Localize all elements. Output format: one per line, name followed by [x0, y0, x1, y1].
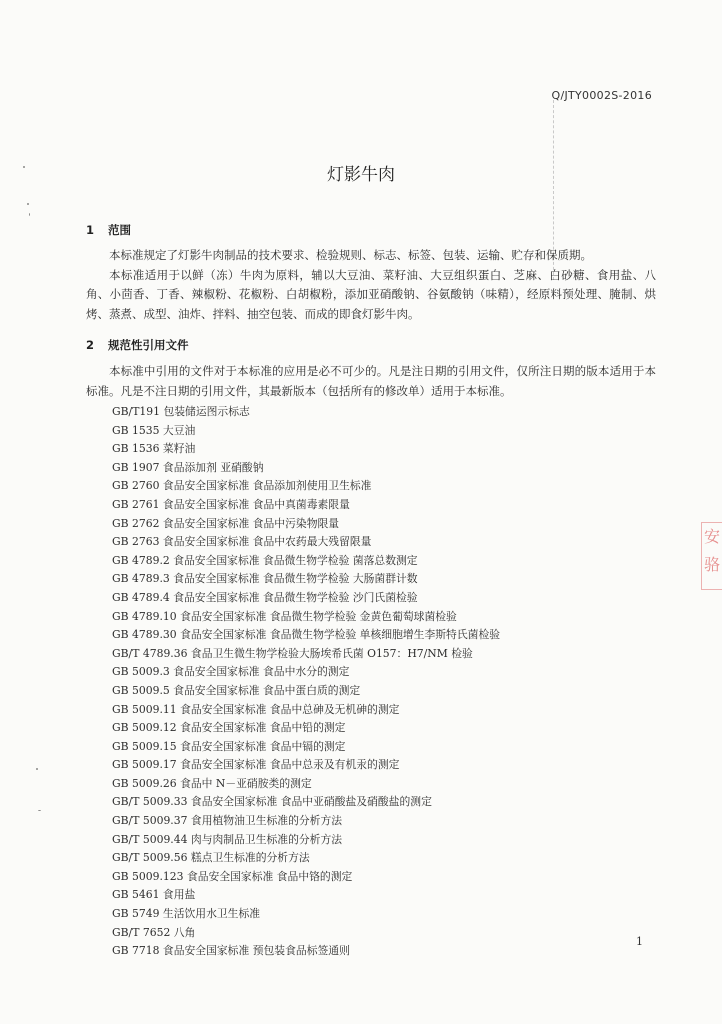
page-number: 1	[636, 935, 643, 948]
reference-item: GB 4789.3 食品安全国家标准 食品微生物学检验 大肠菌群计数	[112, 572, 418, 586]
scan-speck	[36, 768, 38, 770]
reference-item: GB 4789.2 食品安全国家标准 食品微生物学检验 菌落总数测定	[112, 553, 418, 567]
reference-item: GB 1535 大豆油	[112, 423, 196, 437]
reference-item: GB 4789.30 食品安全国家标准 食品微生物学检验 单核细胞增生李斯特氏菌检验	[112, 628, 501, 642]
reference-item: GB 5009.3 食品安全国家标准 食品中水分的测定	[112, 665, 350, 679]
section-title: 范围	[108, 223, 132, 237]
scan-speck	[27, 203, 29, 205]
reference-item: GB 2760 食品安全国家标准 食品添加剂使用卫生标准	[112, 479, 372, 493]
scan-speck	[29, 213, 30, 216]
reference-item: GB/T 5009.33 食品安全国家标准 食品中亚硝酸盐及硝酸盐的测定	[112, 795, 432, 809]
section-1-body	[86, 246, 656, 324]
reference-item: GB 2763 食品安全国家标准 食品中农药最大残留限量	[112, 535, 372, 549]
section-2-heading	[86, 337, 189, 353]
section-title: 规范性引用文件	[108, 338, 189, 352]
reference-item: GB/T 4789.36 食品卫生微生物学检验大肠埃希氏菌 O157：H7/NM 检验	[112, 646, 473, 660]
reference-item: GB/T 7652 八角	[112, 925, 196, 939]
paragraph: 本标准适用于以鲜（冻）牛肉为原料，辅以大豆油、菜籽油、大豆组织蛋白、芝麻、白砂糖、食用盐、八角、小茴香、丁香、辣椒粉、花椒粉、白胡椒粉，添加亚硝酸钠、谷氨酸钠（味精），经原料预处理、腌制、烘烤、蒸煮、成型、油炸、拌料、抽空包装、而成的即食灯影牛肉。	[86, 267, 656, 321]
reference-item: GB 5749 生活饮用水卫生标准	[112, 907, 261, 921]
reference-item: GB/T191 包装储运图示标志	[112, 405, 250, 418]
reference-item: GB 5009.26 食品中 N－亚硝胺类的测定	[112, 776, 312, 790]
reference-item: GB/T 5009.37 食用植物油卫生标准的分析方法	[112, 814, 343, 828]
reference-item: GB 5009.11 食品安全国家标准 食品中总砷及无机砷的测定	[112, 702, 400, 716]
section-1-heading	[86, 222, 131, 238]
seal-stamp-fragment: 安 骆	[701, 522, 722, 590]
reference-item: GB 5009.123 食品安全国家标准 食品中铬的测定	[112, 869, 353, 883]
paragraph: 本标准中引用的文件对于本标准的应用是必不可少的。凡是注日期的引用文件，仅所注日期的版本适用于本标准。凡是不注日期的引用文件，其最新版本（包括所有的修改单）适用于本标准。	[86, 364, 656, 398]
reference-item: GB/T 5009.44 肉与肉制品卫生标准的分析方法	[112, 832, 343, 846]
reference-item: GB 1536 菜籽油	[112, 442, 196, 456]
document-code: Q/JTY0002S-2016	[551, 89, 652, 102]
reference-item: GB 5009.12 食品安全国家标准 食品中铅的测定	[112, 721, 346, 735]
reference-item: GB 2761 食品安全国家标准 食品中真菌毒素限量	[112, 497, 350, 511]
section-number: 2	[86, 338, 95, 352]
reference-item: GB 4789.10 食品安全国家标准 食品微生物学检验 金黄色葡萄球菌检验	[112, 609, 457, 623]
paragraph: 本标准规定了灯影牛肉制品的技术要求、检验规则、标志、标签、包装、运输、贮存和保质期。	[109, 248, 592, 262]
scan-speck	[38, 810, 41, 811]
reference-item: GB 7718 食品安全国家标准 预包装食品标签通则	[112, 944, 350, 958]
reference-item: GB 1907 食品添加剂 亚硝酸钠	[112, 460, 264, 474]
reference-list	[112, 403, 500, 961]
reference-item: GB/T 5009.56 糕点卫生标准的分析方法	[112, 851, 310, 865]
reference-item: GB 5461 食用盐	[112, 888, 196, 902]
reference-item: GB 5009.5 食品安全国家标准 食品中蛋白质的测定	[112, 683, 361, 697]
section-2-body	[86, 362, 656, 401]
reference-item: GB 5009.15 食品安全国家标准 食品中镉的测定	[112, 739, 346, 753]
document-title: 灯影牛肉	[327, 165, 395, 185]
reference-item: GB 5009.17 食品安全国家标准 食品中总汞及有机汞的测定	[112, 758, 400, 772]
scan-speck	[23, 166, 25, 168]
section-number: 1	[86, 223, 95, 237]
reference-item: GB 2762 食品安全国家标准 食品中污染物限量	[112, 516, 340, 530]
reference-item: GB 4789.4 食品安全国家标准 食品微生物学检验 沙门氏菌检验	[112, 590, 418, 604]
